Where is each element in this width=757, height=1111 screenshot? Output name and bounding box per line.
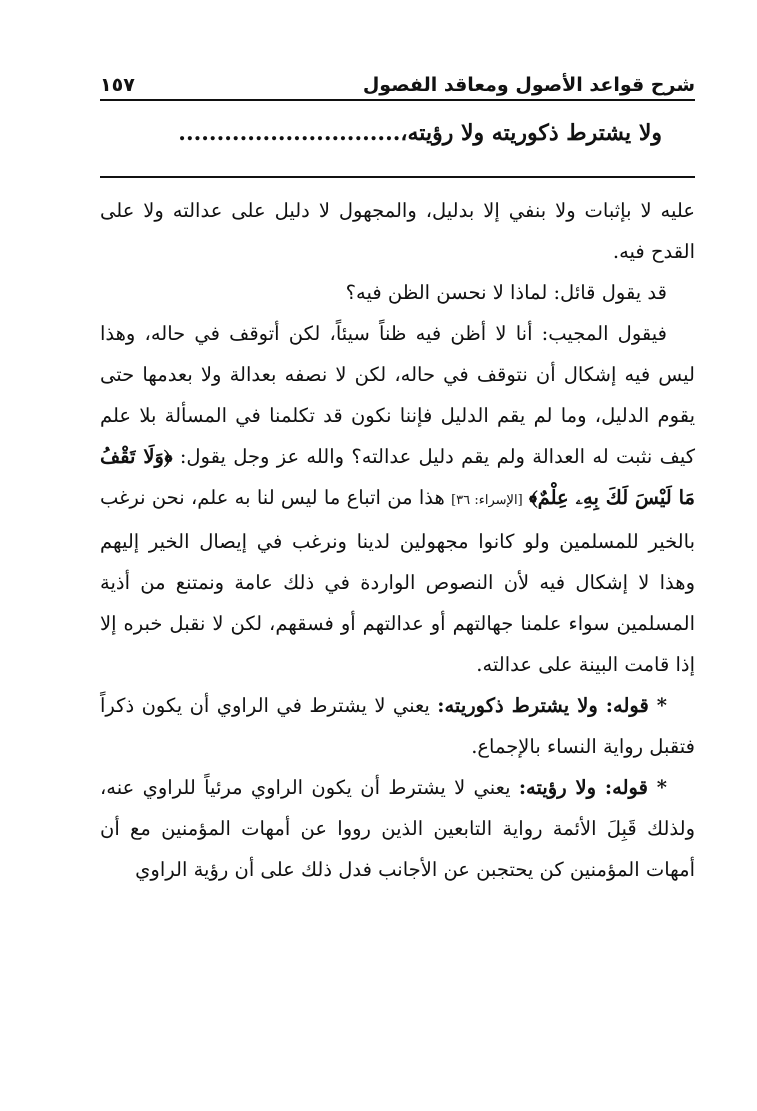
page-number: ١٥٧	[100, 74, 135, 96]
matn-divider	[100, 176, 695, 178]
paragraph-4	[100, 685, 695, 767]
commentary-body	[100, 190, 695, 890]
quran-verse: ﴿وَلَا تَقْفُ مَا لَيْسَ لَكَ بِهِۦ عِلْمٌ﴾	[100, 445, 696, 509]
paragraph-5-lead: * قوله: ولا رؤيته:	[518, 776, 667, 799]
paragraph-3-text-a: فيقول المجيب: أنا لا أظن فيه ظناً سيئاً، لكن أتوقف في حاله، وهذا ليس فيه إشكال أن نتوقف في حاله، لكن لا نصفه بعدالة ولا بعدمها حتى يقوم الدليل، وما لم يقم الدليل فإننا نكون قد تكلمنا في المسألة بلا علم كيف نثبت له العدالة ولم يقم دليل عدالته؟ والله عز وجل يقول:	[100, 322, 695, 468]
paragraph-5	[100, 767, 695, 890]
paragraph-1: عليه لا بإثبات ولا بنفي إلا بدليل، والمجهول لا دليل على عدالته ولا على القدح فيه.	[100, 199, 695, 263]
paragraph-4-text: يعني لا يشترط في الراوي أن يكون ذكراً فتقبل رواية النساء بالإجماع.	[100, 694, 695, 758]
paragraph-3	[100, 313, 695, 685]
matn-text: ولا يشترط ذكوريته ولا رؤيته،.............................	[178, 120, 662, 146]
verse-citation: [الإسراء: ٣٦]	[451, 493, 523, 508]
paragraph-2: قد يقول قائل: لماذا لا نحسن الظن فيه؟	[345, 281, 667, 304]
paragraph-4-lead: * قوله: ولا يشترط ذكوريته:	[437, 694, 667, 717]
paragraph-3-text-b: هذا من اتباع ما ليس لنا به علم، نحن نرغب بالخير للمسلمين ولو كانوا مجهولين لدينا ونرغب في إيصال الخير إليهم وهذا لا إشكال فيه لأن النصوص الواردة في ذلك عامة ونمتنع من أذية المسلمين سواء علمنا جهالتهم أو عدالتهم أو فسقهم، لكن لا نقبل خبره إلا إذا قامت البينة على عدالته.	[100, 486, 695, 676]
paragraph-5-text: يعني لا يشترط أن يكون الراوي مرئياً للراوي عنه، ولذلك قَبِلَ الأئمة رواية التابعين الذين رووا عن أمهات المؤمنين مع أن أمهات المؤمنين كن يحتجبن عن الأجانب فدل ذلك على أن رؤية الراوي	[100, 776, 695, 881]
book-title: شرح قواعد الأصول ومعاقد الفصول	[362, 74, 695, 96]
running-header	[100, 66, 695, 101]
